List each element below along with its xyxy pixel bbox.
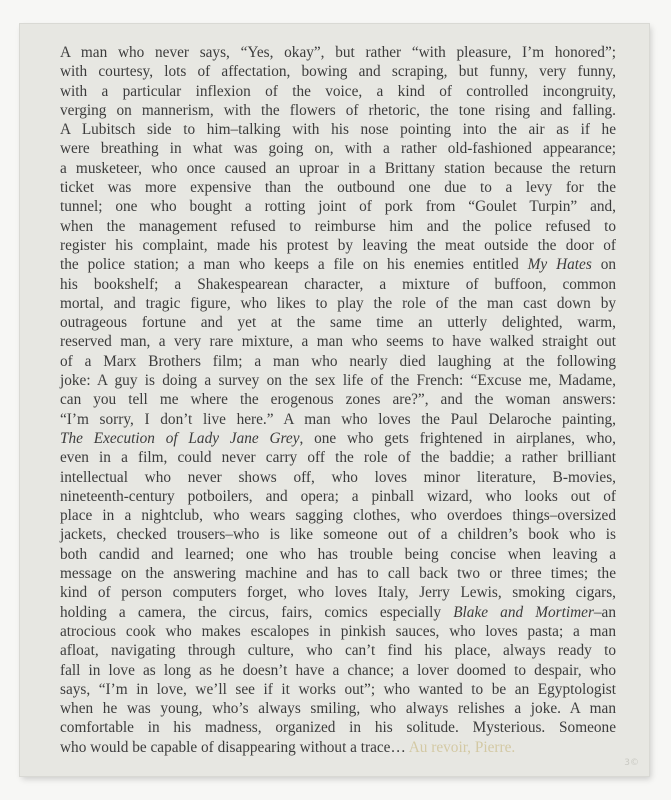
text-segment: mortal, and tragic figure, who likes to play the role of the man cast down by bbox=[60, 294, 616, 312]
text-line bbox=[60, 680, 616, 699]
text-segment: reserved man, a very rare mixture, a man who seems to have walked straight out bbox=[60, 333, 616, 351]
text-line bbox=[60, 120, 616, 139]
text-segment: the police station; a man who keeps a file on his enemies entitled bbox=[60, 256, 528, 274]
tribute-text bbox=[60, 43, 616, 757]
text-segment: intellectual who never shows off, who loves minor literature, B-movies, bbox=[60, 468, 616, 486]
text-segment: on bbox=[591, 256, 616, 274]
italic-title: My Hates bbox=[527, 256, 592, 274]
text-segment: kind of person computers forget, who loves Italy, Jerry Lewis, smoking cigars, bbox=[60, 584, 616, 602]
text-segment: nineteenth-century potboilers, and opera; a pinball wizard, who looks out of bbox=[60, 487, 616, 505]
text-segment: atrocious cook who makes escalopes in pinkish sauces, who loves pasta; a man bbox=[60, 622, 616, 640]
text-segment: joke: A guy is doing a survey on the sex life of the French: “Excuse me, Madame, bbox=[60, 372, 616, 390]
text-line bbox=[60, 429, 616, 448]
text-segment: a musketeer, who once caused an uproar in a Brittany station because the return bbox=[60, 159, 616, 177]
text-line bbox=[60, 699, 616, 718]
text-line bbox=[60, 545, 616, 564]
text-line bbox=[60, 525, 616, 544]
text-line bbox=[60, 448, 616, 467]
text-line bbox=[60, 43, 616, 62]
text-segment: fall in love as long as he doesn’t have a chance; a lover doomed to despair, who bbox=[60, 661, 616, 679]
text-line bbox=[60, 390, 616, 409]
italic-title: Blake and Mortimer bbox=[453, 603, 594, 621]
text-segment: A Lubitsch side to him–talking with his nose pointing into the air as if he bbox=[60, 121, 616, 139]
text-line bbox=[60, 159, 616, 178]
text-segment: when the management refused to reimburse him and the police refused to bbox=[60, 217, 616, 235]
text-line bbox=[60, 583, 616, 602]
text-line bbox=[60, 294, 616, 313]
signoff-text: Au revoir, Pierre. bbox=[408, 738, 516, 756]
text-segment: of a Marx Brothers film; a man who nearly died laughing at the following bbox=[60, 352, 616, 370]
text-line bbox=[60, 352, 616, 371]
text-segment: outrageous fortune and yet at the same time an utterly delighted, warm, bbox=[60, 314, 616, 332]
paper-sheet bbox=[20, 24, 649, 776]
text-line bbox=[60, 603, 616, 622]
text-line bbox=[60, 178, 616, 197]
text-segment: even in a film, could never carry off the role of the baddie; a rather brilliant bbox=[60, 449, 616, 467]
text-line bbox=[60, 255, 616, 274]
text-segment: message on the answering machine and has to call back two or three times; the bbox=[60, 565, 616, 583]
text-segment: can you tell me where the erogenous zones are?”, and the woman answers: bbox=[60, 391, 616, 409]
text-line bbox=[60, 313, 616, 332]
text-line bbox=[60, 506, 616, 525]
text-segment: his bookshelf; a Shakespearean character, a mixture of buffoon, common bbox=[60, 275, 616, 293]
text-segment: , one who gets frightened in airplanes, who, bbox=[299, 429, 616, 447]
text-segment: –an bbox=[593, 603, 616, 621]
text-segment: when he was young, who’s always smiling, who always relishes a joke. A man bbox=[60, 700, 616, 718]
text-line bbox=[60, 236, 616, 255]
text-segment: “I’m sorry, I don’t live here.” A man who loves the Paul Delaroche painting, bbox=[60, 410, 616, 428]
text-line bbox=[60, 332, 616, 351]
text-segment: holding a camera, the circus, fairs, comics especially bbox=[60, 603, 454, 621]
text-line bbox=[60, 275, 616, 294]
text-line bbox=[60, 139, 616, 158]
text-segment: A man who never says, “Yes, okay”, but rather “with pleasure, I’m honored”; bbox=[60, 44, 616, 61]
text-line bbox=[60, 468, 616, 487]
text-line bbox=[60, 410, 616, 429]
text-segment: with courtesy, lots of affectation, bowing and scraping, but funny, very funny, bbox=[60, 63, 616, 81]
text-segment: comfortable in his madness, organized in his solitude. Mysterious. Someone bbox=[60, 719, 616, 737]
text-segment: afloat, navigating through culture, who can’t find his place, always ready to bbox=[60, 642, 616, 660]
text-line bbox=[60, 564, 616, 583]
text-line bbox=[60, 718, 616, 737]
text-line bbox=[60, 738, 616, 757]
italic-title: The Execution of Lady Jane Grey bbox=[60, 429, 300, 447]
text-segment: verging on mannerism, with the flowers of rhetoric, the tone rising and falling. bbox=[60, 101, 616, 119]
text-segment: place in a nightclub, who wears sagging clothes, who overdoes things–oversized bbox=[60, 507, 616, 525]
text-line bbox=[60, 82, 616, 101]
text-line bbox=[60, 217, 616, 236]
corner-watermark: 3© bbox=[624, 758, 639, 768]
text-line bbox=[60, 62, 616, 81]
text-line bbox=[60, 371, 616, 390]
text-segment: were breathing in what was going on, with a rather old-fashioned appearance; bbox=[60, 140, 616, 158]
text-segment: with a particular inflexion of the voice, a kind of controlled incongruity, bbox=[60, 82, 616, 100]
text-segment: both candid and learned; one who has trouble being concise when leaving a bbox=[60, 545, 616, 563]
text-segment: who would be capable of disappearing without a trace… bbox=[60, 738, 409, 756]
text-segment: ticket was more expensive than the outbound one due to a levy for the bbox=[60, 179, 616, 197]
text-line bbox=[60, 197, 616, 216]
text-line bbox=[60, 487, 616, 506]
text-segment: jackets, checked trousers–who is like someone out of a children’s book who is bbox=[60, 526, 616, 544]
text-segment: tunnel; one who bought a rotting joint of pork from “Goulet Turpin” and, bbox=[60, 198, 616, 216]
text-segment: register his complaint, made his protest by leaving the meat outside the door of bbox=[60, 236, 616, 254]
text-line bbox=[60, 661, 616, 680]
text-segment: says, “I’m in love, we’ll see if it works out”; who wanted to be an Egyptologist bbox=[60, 680, 616, 698]
text-line bbox=[60, 622, 616, 641]
text-line bbox=[60, 101, 616, 120]
text-line bbox=[60, 641, 616, 660]
